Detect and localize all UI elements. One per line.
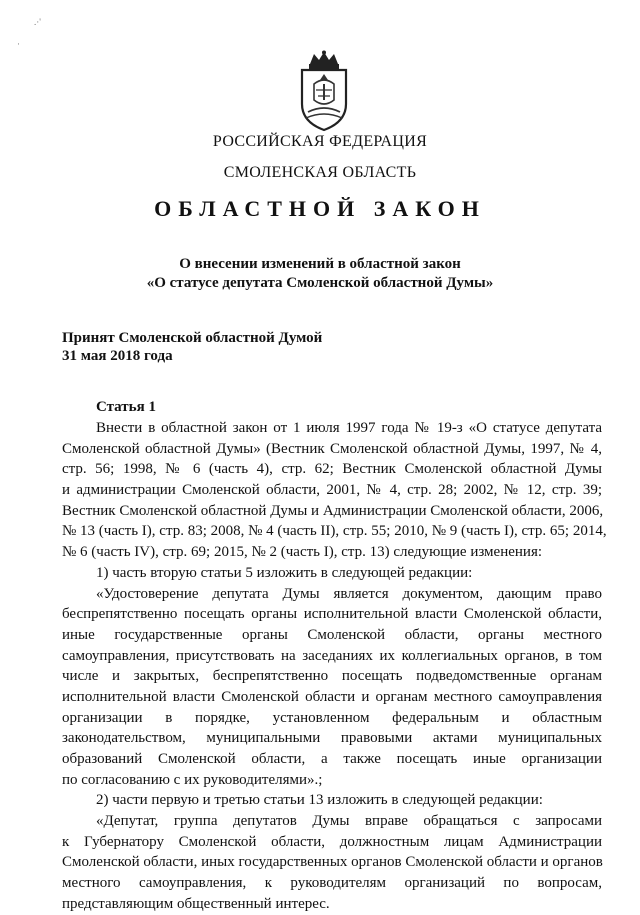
body-line: Смоленской областной Думы» (Вестник Смоленской областной Думы, 1997, № 4, — [62, 440, 602, 457]
adoption-line: Принят Смоленской областной Думой — [62, 330, 323, 346]
adoption-date: 31 мая 2018 года — [62, 348, 173, 364]
country-heading: РОССИЙСКАЯ ФЕДЕРАЦИЯ — [212, 133, 428, 150]
document-type-heading: ОБЛАСТНОЙ ЗАКОН — [154, 196, 486, 221]
article-body — [62, 418, 607, 915]
scan-speck: .·' — [34, 17, 41, 27]
body-line: Смоленской области, иных государственных органов Смоленской области и органов — [62, 854, 603, 871]
region-heading: СМОЛЕНСКАЯ ОБЛАСТЬ — [223, 164, 417, 181]
body-line: законодательством, муниципальными правовыми актами муниципальных — [62, 730, 602, 747]
body-line: «Депутат, группа депутатов Думы вправе обращаться с запросами — [96, 813, 602, 830]
body-line: 2) части первую и третью статьи 13 изложить в следующей редакции: — [96, 792, 543, 809]
body-line: Вестник Смоленской областной Думы и Администрации Смоленской области, 2006, — [62, 502, 604, 519]
body-line: образований Смоленской области, а также посещать иные организации — [62, 751, 602, 767]
body-line: организации в порядке, установленном федеральным и областным — [62, 709, 602, 726]
body-line: представляющим общественный интерес. — [62, 895, 330, 912]
body-line: № 6 (часть IV), стр. 69; 2015, № 2 (часть I), стр. 13) следующие изменения: — [62, 544, 543, 561]
body-line: иные государственные органы Смоленской области, органы местного — [62, 626, 602, 643]
body-line: к Губернатору Смоленской области, должностным лицам Администрации — [62, 833, 602, 850]
body-line: по согласованию с их руководителями».; — [62, 771, 323, 788]
body-line: и администрации Смоленской области, 2001, № 4, стр. 28; 2002, № 12, стр. 39; — [62, 482, 602, 499]
body-line: беспрепятственно посещать органы исполнительной власти Смоленской области, — [62, 606, 602, 623]
article-title: Статья 1 — [96, 399, 156, 415]
law-title-line-1: О внесении изменений в областной закон — [179, 256, 461, 272]
scan-speck: · — [17, 39, 20, 49]
body-line: стр. 56; 1998, № 6 (часть 4), стр. 62; Вестник Смоленской областной Думы — [62, 461, 602, 478]
body-line: 1) часть вторую статьи 5 изложить в следующей редакции: — [96, 564, 473, 581]
body-line: Внести в областной закон от 1 июля 1997 года № 19-з «О статусе депутата — [96, 420, 602, 436]
body-line: исполнительной власти Смоленской области и органам местного самоуправления — [62, 688, 602, 705]
law-title-line-2: «О статусе депутата Смоленской областной Думы» — [146, 275, 494, 291]
body-line: местного самоуправления, к руководителям организаций по вопросам, — [62, 875, 602, 892]
body-line: «Удостоверение депутата Думы является документом, дающим право — [96, 585, 602, 602]
body-line: № 13 (часть I), стр. 83; 2008, № 4 (часть II), стр. 55; 2010, № 9 (часть I), стр. 65; 2014, — [62, 523, 607, 540]
coat-of-arms-icon — [290, 50, 358, 132]
body-line: самоуправления, присутствовать на заседаниях их коллегиальных органов, в том — [62, 647, 602, 664]
body-line: числе и закрытых, беспрепятственно посещать подведомственные органам — [62, 668, 602, 685]
